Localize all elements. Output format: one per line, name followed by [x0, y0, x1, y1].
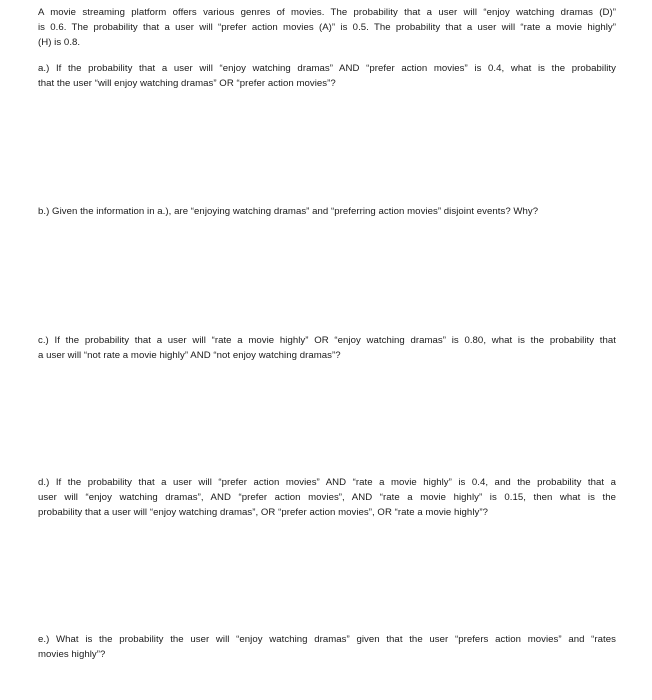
- question-c-line: c.) If the probability that a user will “rate a movie highly” OR “enjoy watching dramas” is 0.80, what is the probability that: [38, 335, 616, 346]
- question-a-line: that the user “will enjoy watching dramas” OR “prefer action movies”?: [38, 78, 336, 89]
- question-d-line: user will “enjoy watching dramas”, AND “prefer action movies”, AND “rate a movie highly” is 0.15, then what is the: [38, 492, 616, 503]
- intro-line: is 0.6. The probability that a user will “prefer action movies (A)” is 0.5. The probability that a user will “rate a movie highly”: [38, 22, 616, 33]
- question-e-line: e.) What is the probability the user will “enjoy watching dramas” given that the user “prefers action movies” and “rates: [38, 634, 616, 645]
- question-d: [38, 475, 616, 520]
- intro-line: (H) is 0.8.: [38, 37, 81, 48]
- question-d-line: probability that a user will “enjoy watching dramas”, OR “prefer action movies”, OR “rate a movie highly”?: [38, 507, 488, 518]
- question-e-line: movies highly”?: [38, 649, 106, 660]
- intro-paragraph: [38, 5, 616, 50]
- question-c: [38, 333, 616, 363]
- question-e: [38, 632, 616, 662]
- question-d-line: d.) If the probability that a user will “prefer action movies” AND “rate a movie highly” is 0.4, and the probability that a: [38, 477, 616, 488]
- question-b: [38, 204, 616, 219]
- intro-line: A movie streaming platform offers various genres of movies. The probability that a user will “enjoy watching dramas (D)”: [38, 7, 616, 18]
- question-c-line: a user will “not rate a movie highly” AND “not enjoy watching dramas”?: [38, 350, 341, 361]
- question-b-line: b.) Given the information in a.), are “enjoying watching dramas” and “preferring action movies” disjoint events? Why?: [38, 206, 539, 217]
- question-a-line: a.) If the probability that a user will “enjoy watching dramas” AND “prefer action movies” is 0.4, what is the probability: [38, 63, 616, 74]
- question-a: [38, 61, 616, 91]
